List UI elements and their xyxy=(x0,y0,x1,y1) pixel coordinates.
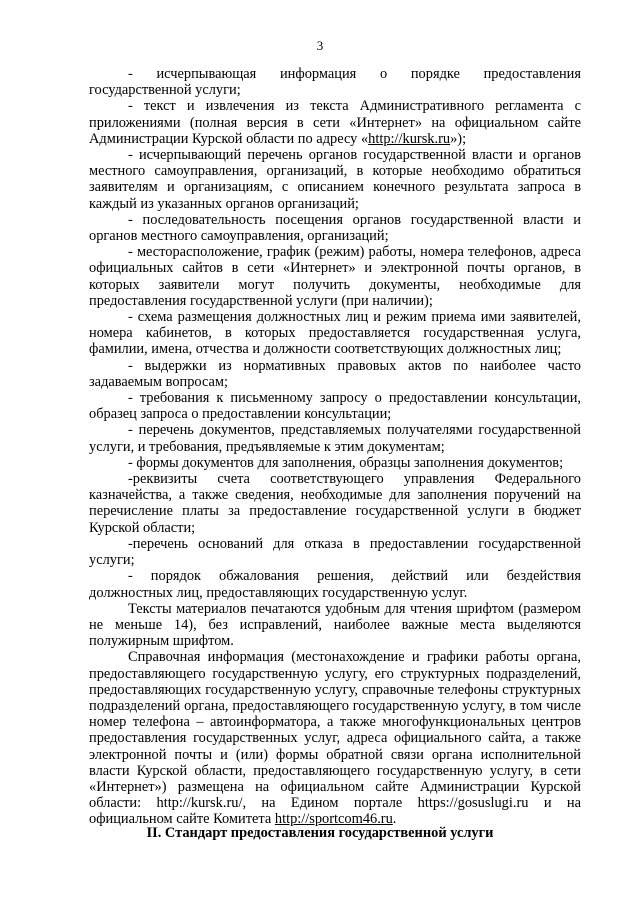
list-item: - исчерпывающий перечень органов государственной власти и органов местного самоуправления, организаций, в которые необходимо обратиться заявителям и организациям, с описанием конечного результата запроса в каждый из указанных органов организаций; xyxy=(89,147,581,212)
list-item: - требования к письменному запросу о предоставлении консультации, образец запроса о предоставлении консультации; xyxy=(89,390,581,423)
document-body xyxy=(89,66,581,828)
list-item: - схема размещения должностных лиц и режим приема ими заявителей, номера кабинетов, в которых предоставляется государственная услуга, фамилии, имена, отчества и должности соответствующих должностных лиц; xyxy=(89,309,581,358)
list-item: - перечень документов, представляемых получателями государственной услуги, и требования, предъявляемые к этим документам; xyxy=(89,422,581,455)
reference-paragraph xyxy=(89,649,581,827)
list-item: - последовательность посещения органов государственной власти и органов местного самоуправления, организаций; xyxy=(89,211,581,245)
list-item: -реквизиты счета соответствующего управления Федерального казначейства, а также сведения, необходимые для заполнения поручений на перечисление платы за предоставление государственной услуги в бюджет Курской области; xyxy=(89,471,581,536)
list-item: - порядок обжалования решения, действий или бездействия должностных лиц, предоставляющих государственную услуг. xyxy=(89,568,581,601)
sportcom-site-link[interactable]: http://sportcom46.ru xyxy=(274,811,393,828)
list-item: - выдержки из нормативных правовых актов по наиболее часто задаваемым вопросам; xyxy=(89,357,581,390)
reference-tail: . xyxy=(392,811,397,828)
kursk-site-link[interactable]: http://kursk.ru xyxy=(368,130,451,147)
list-item xyxy=(89,98,581,147)
font-paragraph: Тексты материалов печатаются удобным для чтения шрифтом (размером не меньше 14), без исправлений, наиболее важные места выделяются полужирным шрифтом. xyxy=(89,600,581,650)
list-item: - исчерпывающая информация о порядке предоставления государственной услуги; xyxy=(89,66,581,99)
section-heading: II. Стандарт предоставления государственной услуги xyxy=(146,825,494,841)
list-item: -перечень оснований для отказа в предоставлении государственной услуги; xyxy=(89,535,581,569)
page-number: 3 xyxy=(316,38,324,53)
list-item: - формы документов для заполнения, образцы заполнения документов; xyxy=(128,454,564,471)
reference-text: Справочная информация (местонахождение и графики работы органа, предоставляющего государственную услугу, его структурных подразделений, предоставляющих государственную услугу, справочные телефоны структурных подразделений органа, предоставляющего государственную услугу, в том числе номер телефона – автоинформатора, а также многофункциональных центров предоставления государственных услуг, адреса официального сайта, а также электронной почты и (или) формы обратной связи органа исполнительной власти Курской области, предоставляющего государственную услугу, в сети «Интернет») размещена на официальном сайте Администрации Курской области: http://kursk.ru/, на Едином портале https://gosuslugi.ru и на официальном сайте Комитета xyxy=(89,649,581,828)
list-item-tail: »); xyxy=(450,130,467,147)
list-item-text: - текст и извлечения из текста Административного регламента с приложениями (полная версия в сети «Интернет» на официальном сайте Администрации Курской области по адресу « xyxy=(89,98,581,147)
list-item: - месторасположение, график (режим) работы, номера телефонов, адреса официальных сайтов в сети «Интернет» и электронной почты органов, в которых заявители могут получить документы, необходимые для предоставления государственной услуги (при наличии); xyxy=(89,244,581,309)
